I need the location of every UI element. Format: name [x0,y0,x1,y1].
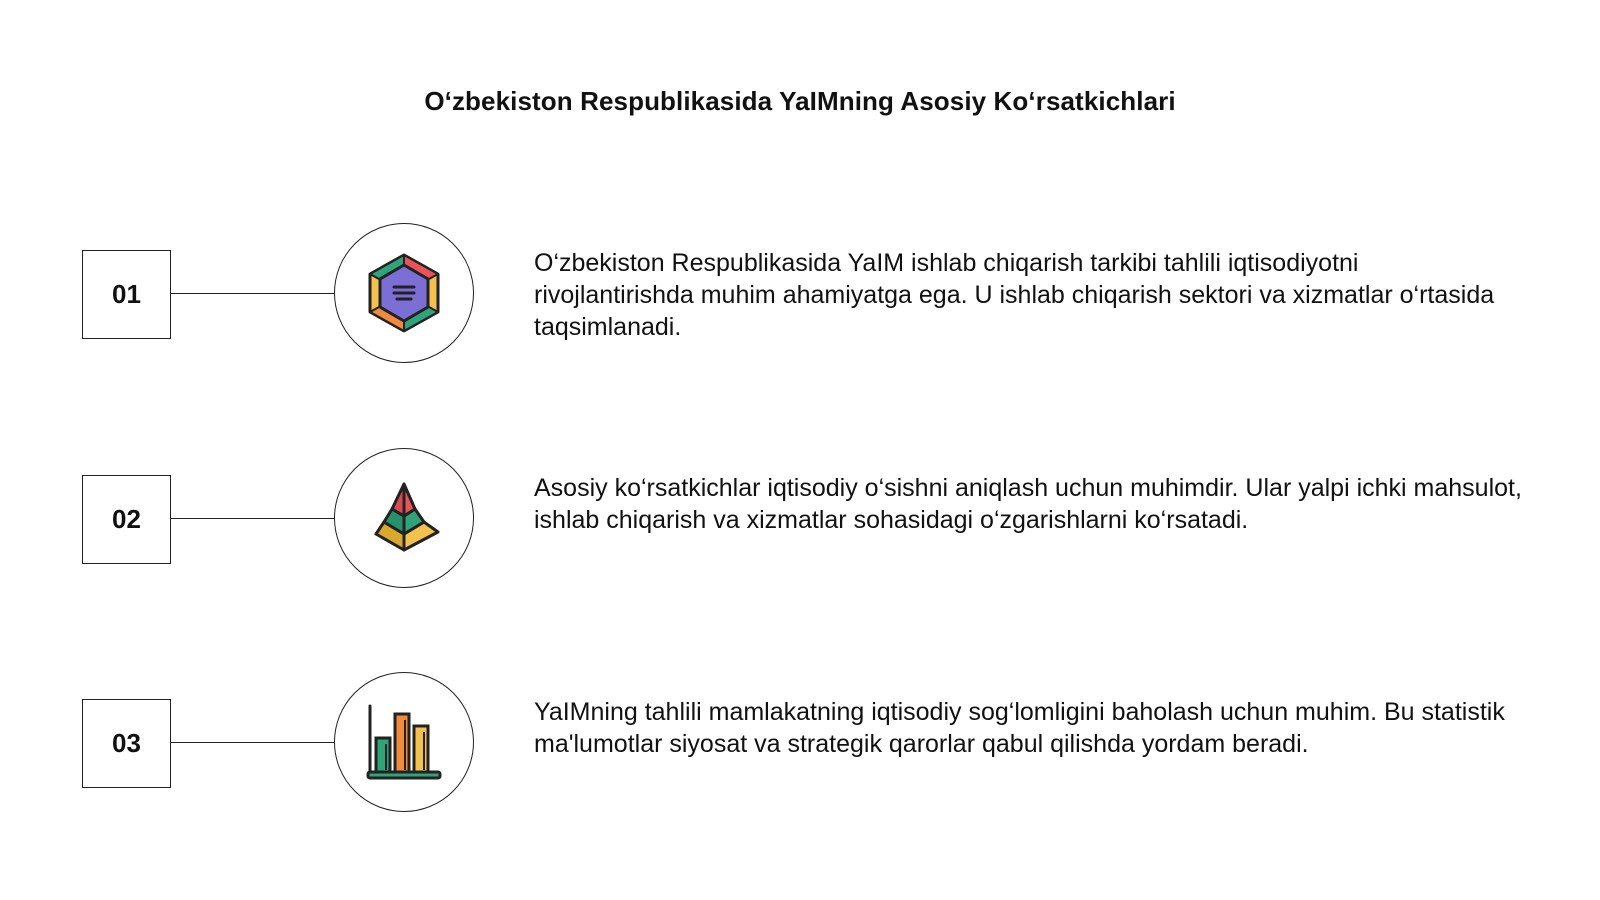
step-number-box: 03 [82,699,171,788]
hexagon-document-icon [364,251,444,335]
pyramid-icon [362,476,446,560]
step-number-box: 01 [82,250,171,339]
connector-line [171,293,334,294]
connector-line [171,518,334,519]
step-number-box: 02 [82,475,171,564]
step-description: Asosiy ko‘rsatkichlar iqtisodiy o‘sishni aniqlash uchun muhimdir. Ular yalpi ichki mahsulot, ishlab chiqarish va xizmatlar sohasidagi o‘zgarishlarni ko‘rsatadi. [534,474,1522,534]
step-01 [0,223,1600,363]
page-title: O‘zbekiston Respublikasida YaIMning Asosiy Ko‘rsatkichlari [424,86,1176,116]
step-02 [0,448,1600,588]
connector-line [171,742,334,743]
icon-circle [334,672,474,812]
step-03 [0,672,1600,812]
step-description: YaIMning tahlili mamlakatning iqtisodiy sog‘lomligini baholash uchun muhim. Bu statistik ma'lumotlar siyosat va strategik qarorlar qabul qilishda yordam beradi. [534,698,1505,758]
icon-circle [334,223,474,363]
icon-circle [334,448,474,588]
step-description: O‘zbekiston Respublikasida YaIM ishlab chiqarish tarkibi tahlili iqtisodiyotni rivojlantirishda muhim ahamiyatga ega. U ishlab chiqarish sektori va xizmatlar o‘rtasida taqsimlanadi. [534,249,1495,341]
bar-chart-icon [362,700,446,784]
